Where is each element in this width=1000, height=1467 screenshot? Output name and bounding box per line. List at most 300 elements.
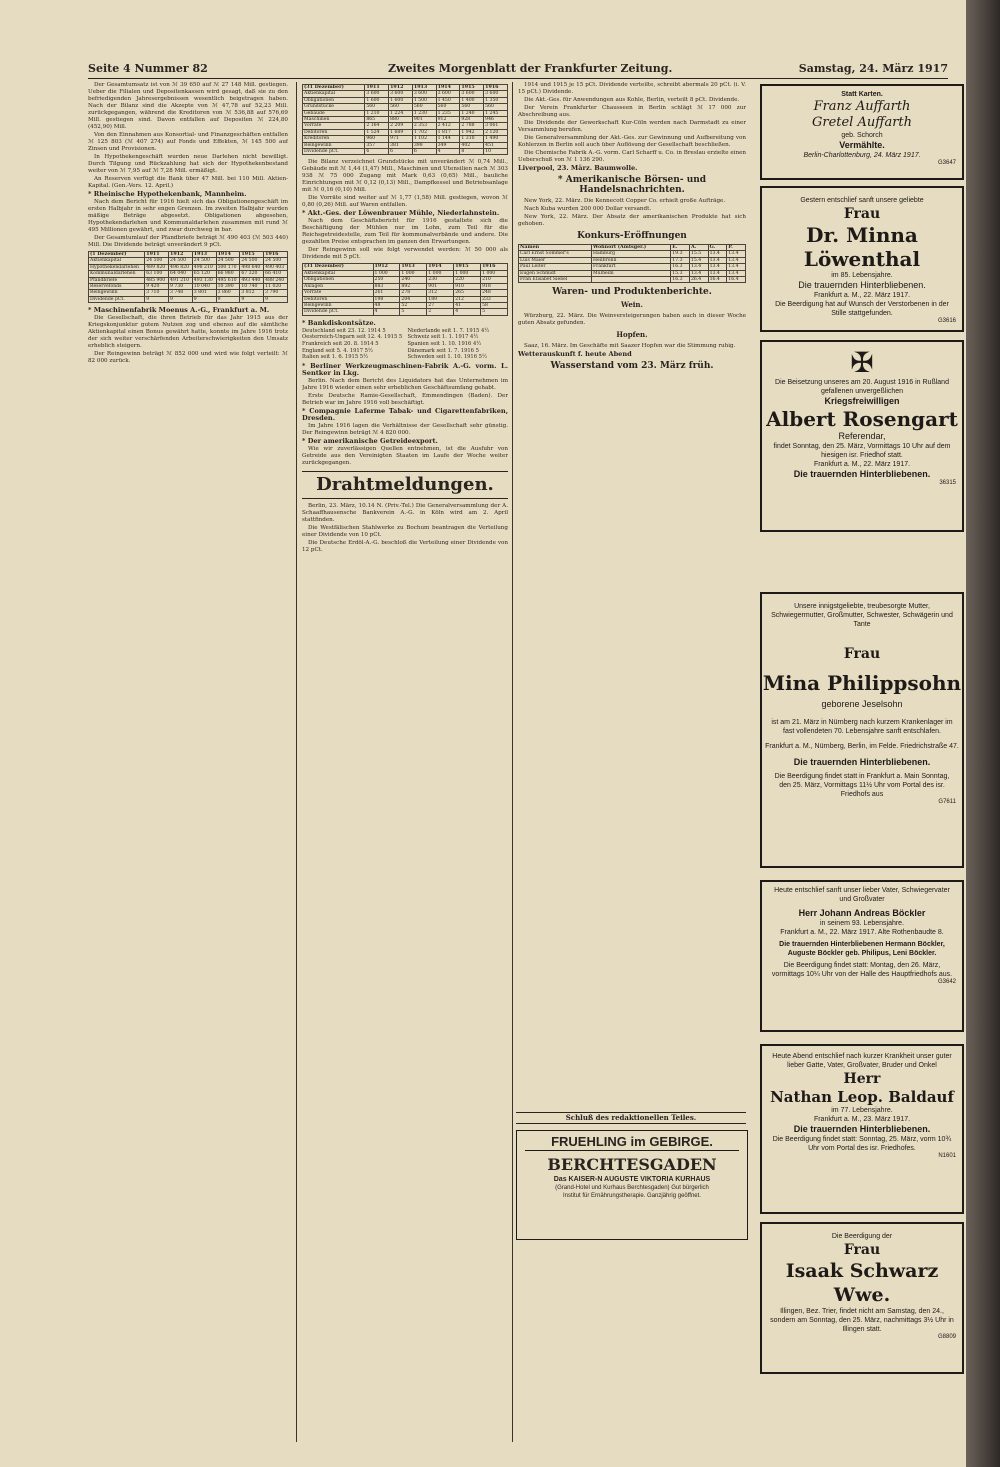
notice-mourners: Die trauernden Hinterbliebenen Hermann Böckler, Auguste Böckler geb. Philipus, Leni Böckler. xyxy=(779,941,945,957)
column-rule xyxy=(512,82,513,1442)
obituary-notice xyxy=(760,592,964,868)
table-cell: 9 xyxy=(169,296,193,302)
table-cell: Fran Elisabet Siebel xyxy=(519,277,592,283)
table-cell: 6 xyxy=(365,149,389,155)
col3-para: Die Generalversammlung der Akt.-Ges. zur Gewinnung und Aufbereitung von Kohlerzen in Berlin soll auch über Auflösung der Gesellschaft beschließen. xyxy=(518,135,746,148)
table-cell: Debitoren xyxy=(303,296,374,302)
table-cell: 198 xyxy=(373,296,400,302)
table-cell: 240 xyxy=(400,277,427,283)
col3-section-heading: Waren- und Produktenberichte. xyxy=(552,287,712,298)
table-cell: 13.4 xyxy=(708,270,727,276)
notice-title: Herr xyxy=(843,1071,881,1087)
col1-para: Die Gesellschaft, die ihren Betrieb für das Jahr 1915 aus der Kriegskonjunktur gutem Nutzen zog und ebenso auf die sämtliche Aktienkapital einen Bonus gewährt hatte, konnte im Jahre 1916 trotz der sich weiter verschärfenden Arbeiterschwierigkeiten den Umsatz erheblich steigern. xyxy=(88,315,288,350)
table-cell: 65 120 xyxy=(192,271,216,277)
table-cell: 10 xyxy=(484,149,508,155)
col3-section-heading: Konkurs-Eröffnungen xyxy=(577,231,687,241)
discount-rate-line: England seit 5. 4. 1917 5½ xyxy=(302,347,374,354)
notice-code: G3647 xyxy=(937,160,956,166)
notice-intro: Unsere innigstgeliebte, treubesorgte Mutter, Schwiegermutter, Großmutter, Schwester, Schwägerin und Tante xyxy=(771,603,953,628)
table-cell: 2 120 xyxy=(484,129,508,135)
table-header-cell: 1914 xyxy=(427,264,454,270)
table-cell: 2 412 xyxy=(436,123,460,129)
table-header-cell: 1915 xyxy=(240,252,264,258)
table-cell: 233 xyxy=(481,296,508,302)
col1-heading: * Maschinenfabrik Moenus A.-G., Frankfurt a. M. xyxy=(88,306,270,315)
table-cell: Mülheim xyxy=(591,270,670,276)
notice-code: G7611 xyxy=(938,799,956,805)
notice-name: Dr. Minna Löwenthal xyxy=(803,223,921,271)
table-cell: 212 xyxy=(454,296,481,302)
table-cell: 451 xyxy=(484,142,508,148)
notice-age: in seinem 93. Lebensjahre. xyxy=(819,920,905,927)
col3-heading: Liverpool, 23. März. Baumwolle. xyxy=(518,164,638,172)
col3-para: New York, 22. März. Die Kennecott Copper Co. erhielt große Aufträge. xyxy=(524,198,726,204)
col1-financial-table xyxy=(88,251,288,303)
table-cell: 3 600 xyxy=(389,91,413,97)
table-cell: 1 524 xyxy=(365,129,389,135)
table-cell: 52 xyxy=(400,302,427,308)
table-cell: 4 xyxy=(436,149,460,155)
table-cell: 490 403 xyxy=(264,264,288,270)
notice-code: G3642 xyxy=(937,979,956,985)
bankruptcy-table xyxy=(518,244,746,283)
table-cell: 11 020 xyxy=(264,284,288,290)
table-header-cell: G. xyxy=(708,245,727,251)
table-cell: 19.3 xyxy=(671,251,690,257)
table-cell: 10 390 xyxy=(216,284,240,290)
table-cell: 3 600 xyxy=(365,91,389,97)
table-cell: 204 xyxy=(400,296,427,302)
table-cell: 1 310 xyxy=(460,136,484,142)
table-header-cell: 1914 xyxy=(436,85,460,91)
notice-burial: Die Beerdigung findet statt: Sonntag, 25. März, vorm 10¾ Uhr vom Portal des isr. Friedhofes. xyxy=(772,1136,952,1152)
table-cell: 3 600 xyxy=(412,91,436,97)
col2-para: Erste Deutsche Ramie-Gesellschaft, Emmendingen (Baden). Der Betrieb war im Jahre 1916 voll beschäftigt. xyxy=(302,392,508,406)
table-cell: 220 xyxy=(454,277,481,283)
table-cell: 381 xyxy=(389,142,413,148)
table-row xyxy=(303,149,508,155)
notice-code: 36315 xyxy=(939,480,956,486)
table-cell: Debitoren xyxy=(303,129,365,135)
col1-para: Der Gesamtumlauf der Pfandbriefe beträgt ℳ 490 403 (ℳ 503 440) Mill. Die Dividende beträgt unverändert 9 pCt. xyxy=(88,235,288,248)
table-cell: 13.4 xyxy=(708,257,727,263)
table-cell: Dividende pCt. xyxy=(303,309,374,315)
table-cell: Hamburg xyxy=(591,251,670,257)
col3-para: 1914 und 1915 je 15 pCt. Dividende verteilte, schreibt abermals 20 pCt. (i. V. 15 pCt.) Dividende. xyxy=(518,82,746,95)
column-3 xyxy=(518,82,746,1082)
table-cell: 24 500 xyxy=(240,258,264,264)
table-cell: 928 xyxy=(460,117,484,123)
table-cell: 16.3 xyxy=(671,264,690,270)
col3-section-heading: Wasserstand vom 23. März früh. xyxy=(550,361,714,372)
table-cell: 8 xyxy=(460,149,484,155)
table-cell: 9 730 xyxy=(169,284,193,290)
table-header-cell: 1912 xyxy=(373,264,400,270)
notice-name: Mina Philippsohn xyxy=(762,671,962,695)
col1-para: Der Reingewinn beträgt ℳ 852 000 und wird wie folgt verteilt: ℳ 82 000 zurück. xyxy=(88,351,288,365)
table-cell: 912 xyxy=(436,117,460,123)
notice-intro: Gestern entschlief sanft unsere geliebte xyxy=(800,197,924,204)
table-cell: 3 860 xyxy=(216,290,240,296)
table-cell: 9 xyxy=(240,296,264,302)
table-cell: 3 600 xyxy=(436,91,460,97)
table-cell: 9 xyxy=(145,296,169,302)
discount-rate-line: Deutschland seit 23. 12. 1914 5 xyxy=(302,327,386,334)
table-cell: 498 640 xyxy=(240,264,264,270)
table-cell: 3 812 xyxy=(240,290,264,296)
wedding-notice xyxy=(760,84,964,180)
table-row xyxy=(89,264,288,270)
travel-ad-info: Institut für Ernährungstherapie. Ganzjährig geöffnet. xyxy=(563,1193,701,1199)
table-cell: 495 610 xyxy=(216,277,240,283)
table-header-cell: 1915 xyxy=(460,85,484,91)
table-cell: 4 xyxy=(454,309,481,315)
discount-rate-line: Italien seit 1. 6. 1915 5½ xyxy=(302,354,369,361)
page-number: Seite 4 Nummer 82 xyxy=(88,62,208,75)
table-cell: 493 440 xyxy=(240,277,264,283)
col3-para: Die Dividende der Gewerkschaft Kur-Cöln werden nach Darmstadt zu einer Versammlung berufen. xyxy=(518,120,746,133)
table-cell: 1 102 xyxy=(412,136,436,142)
table-cell: 312 xyxy=(427,290,454,296)
col2-para: Berlin. Nach dem Bericht des Liquidators hat das Unternehmen im Jahre 1916 wieder einen sehr erheblichen Geschäftsumfang gehabt. xyxy=(302,377,508,391)
table-header-cell: Wohnort (Amtsger.) xyxy=(591,245,670,251)
table-cell: 17.3 xyxy=(671,257,690,263)
table-row xyxy=(89,296,288,302)
table-header-cell: Namen xyxy=(519,245,592,251)
table-cell: Hypothekendarlehen xyxy=(89,264,145,270)
table-cell: 63 100 xyxy=(145,271,169,277)
table-cell: 491 210 xyxy=(169,277,193,283)
table-cell xyxy=(591,277,670,283)
table-header-cell: 1913 xyxy=(400,264,427,270)
col2-para: Die Deutsche Erdöl-A.-G. beschloß die Verteilung einer Dividende von 12 pCt. xyxy=(302,539,508,553)
col2-para: Die Westfälischen Stahlwerke zu Bochum beantragen die Verteilung einer Dividende von 10 pCt. xyxy=(302,524,508,538)
obituary-notice xyxy=(760,340,964,532)
table-cell: 901 xyxy=(412,117,436,123)
notice-mourners: Die trauernden Hinterbliebenen. xyxy=(793,757,931,767)
notice-place: Frankfurt a. M., Nürnberg, Berlin, im Felde. Friedrichstraße 47. xyxy=(765,743,959,750)
notice-note: Die Beerdigung hat auf Wunsch der Verstorbenen in der Stille stattgefunden. xyxy=(775,301,949,317)
col2-heading: * Bankdiskontsätze. xyxy=(302,318,376,327)
col1-para: In Hypothekengeschäft wurden neue Darlehen nicht bewilligt. Durch Tilgung und Rückzahlung hat sich der Hypothekenbestand weiter von ℳ 7,95 auf ℳ 7,28 Mill. ermäßigt. xyxy=(88,154,288,174)
table-header-cell: A. xyxy=(689,245,708,251)
notice-date: Frankfurt a. M., 22. März 1917. xyxy=(813,292,911,299)
table-cell: Kreditoren xyxy=(303,136,365,142)
table-cell: 189 xyxy=(427,296,454,302)
col1-para: Nach dem Bericht für 1916 hielt sich das Obligationengeschäft im ersten Halbjahr in sehr engen Grenzen. Im zweiten Halbjahr wurden mäßige Beträge abgesetzt. Obligationen abgesehen, Hypothekendarlehen und Kommunaldarlehen zusammen mit rund ℳ 495 Millionen gewährt, und zwar durchweg in bar. xyxy=(88,199,288,233)
table-cell: 13.4 xyxy=(689,270,708,276)
notice-intro: Heute Abend entschlief nach kurzer Krankheit unser guter lieber Gatte, Vater, Großvater, Bruder und Onkel xyxy=(772,1053,952,1069)
newspaper-title: Zweites Morgenblatt der Frankfurter Zeitung. xyxy=(388,62,673,75)
notice-place: Illingen, Bez. Trier, findet nicht am Samstag, den 24., sondern am Sonntag, den 25. März, nachmittags 3½ Uhr in Illingen statt. xyxy=(770,1308,954,1333)
table-cell: 892 xyxy=(400,283,427,289)
table-cell: 1 000 xyxy=(427,270,454,276)
table-cell: Reingewinn xyxy=(89,290,145,296)
notice-age: im 77. Lebensjahre. xyxy=(831,1107,893,1114)
table-cell: 3 790 xyxy=(264,290,288,296)
notice-note: findet Sonntag, den 25. März, Vormittags 10 Uhr auf dem hiesigen isr. Friedhof statt. xyxy=(773,443,951,459)
notice-date: Frankfurt a. M., 23. März 1917. xyxy=(813,1116,911,1123)
notice-intro: Die Beisetzung unseres am 20. August 1916 in Rußland gefallenen unvergeßlichen xyxy=(775,379,949,395)
table-cell: 918 xyxy=(481,283,508,289)
discount-rate-line: Schweiz seit 1. 1. 1917 4½ xyxy=(407,334,479,341)
table-cell: Aktienkapital xyxy=(89,258,145,264)
notice-top: Statt Karten. xyxy=(841,91,883,98)
notice-code: G8809 xyxy=(937,1334,956,1340)
table-cell: Heilbronn xyxy=(591,257,670,263)
table-cell: 2 788 xyxy=(460,123,484,129)
table-cell: 560 xyxy=(365,104,389,110)
col2-para: Die Bilanz verzeichnet Grundstücke mit unverändert ℳ 0,74 Mill., Gebäude mit ℳ 1,44 (1,47) Mill., Maschinen und Utensilien nach ℳ 303 938 ℳ 75 000 Zugang mit Mark 0,63 (0,65) Mill., bauliche Einrichtungen mit ℳ 0,12 (0,13) Mill., Dampfkessel und Betriebsanlage mit ℳ 0,16 (0,10) Mill. xyxy=(302,159,508,194)
table-cell: Grundstücke xyxy=(303,104,365,110)
table-cell: Aktienkapital xyxy=(303,270,374,276)
notice-title: Frau xyxy=(843,646,881,662)
page-edge xyxy=(966,0,1000,1467)
table-header-cell: 1911 xyxy=(365,85,389,91)
table-header-cell: 1915 xyxy=(454,264,481,270)
table-cell: 1 490 xyxy=(484,136,508,142)
table-cell: 2 164 xyxy=(365,123,389,129)
table-cell: 13.4 xyxy=(727,264,746,270)
notice-note: ist am 21. März in Nürnberg nach kurzem Krankenlager im fast vollendeten 70. Lebensjahre sanft entschlafen. xyxy=(771,719,953,735)
table-cell: 1 702 xyxy=(412,129,436,135)
table-cell: 402 xyxy=(460,142,484,148)
table-cell: 24 500 xyxy=(216,258,240,264)
col3-para: Nach Kuba wurden 200 000 Dollar versandt. xyxy=(524,206,652,212)
table-cell: 1 450 xyxy=(436,97,460,103)
table-cell: 278 xyxy=(400,290,427,296)
table-header-cell: 1916 xyxy=(481,264,508,270)
notice-role: Kriegsfreiwilligen xyxy=(824,396,900,406)
table-cell: Dividende pCt. xyxy=(89,296,145,302)
table-header-cell: 1914 xyxy=(216,252,240,258)
table-cell: 1 817 xyxy=(436,129,460,135)
table-cell: 1 600 xyxy=(365,97,389,103)
table-cell: 210 xyxy=(481,277,508,283)
table-cell: 16.4 xyxy=(708,277,727,283)
table-header-cell: 1911 xyxy=(145,252,169,258)
column-1 xyxy=(88,82,288,1447)
table-cell: 16.4 xyxy=(727,277,746,283)
col3-subheading: Wein. xyxy=(621,300,643,310)
table-header-cell: 1913 xyxy=(412,85,436,91)
table-cell: Vorräte xyxy=(303,290,374,296)
table-cell: 1 144 xyxy=(436,136,460,142)
table-cell: 901 xyxy=(427,283,454,289)
col2-financial-table-2 xyxy=(302,263,508,315)
table-cell: 1 500 xyxy=(412,97,436,103)
table-cell: 880 xyxy=(389,117,413,123)
table-cell: 1 942 xyxy=(460,129,484,135)
col2-para: Die Vorräte sind weiter auf ℳ 1,77 (1,58) Mill. gestiegen, wovon ℳ 0,80 (0,26) Mill. auf Waren entfallen. xyxy=(302,195,508,209)
table-cell: 485 900 xyxy=(145,277,169,283)
table-header-cell: (1 Dezember) xyxy=(89,252,145,258)
table-cell: 9 xyxy=(264,296,288,302)
table-header-cell: E. xyxy=(671,245,690,251)
col2-para: Der Reingewinn soll wie folgt verwendet werden: ℳ 50 000 als Dividende mit 5 pCt. xyxy=(302,247,508,261)
table-cell: 3 600 xyxy=(484,91,508,97)
table-cell: 1 350 xyxy=(484,97,508,103)
table-cell: 3 061 xyxy=(484,123,508,129)
notice-burial: Die Beerdigung findet statt in Frankfurt a. Main Sonntag, den 25. März, Vormittags 11½ Uhr vom Portal des isr. Friedhofs aus xyxy=(774,773,950,798)
notice-name: Franz Auffarth xyxy=(813,99,911,114)
table-cell: 498 210 xyxy=(192,264,216,270)
notice-name: Albert Rosengart xyxy=(766,407,958,431)
discount-rate-line: Frankreich seit 20. 8. 1914 5 xyxy=(302,340,379,347)
notice-mourners: Die trauernden Hinterbliebenen. xyxy=(798,280,926,290)
table-cell: 26.4 xyxy=(689,277,708,283)
table-cell: 15.5 xyxy=(689,251,708,257)
col3-para: Saaz, 16. März. Im Geschäfte mit Saazer Hopfen war die Stimmung ruhig. xyxy=(524,343,736,350)
table-cell: Vorräte xyxy=(303,123,365,129)
table-cell: 41 xyxy=(454,302,481,308)
table-cell: 67 320 xyxy=(240,271,264,277)
table-cell: 1 000 xyxy=(481,270,508,276)
table-cell: 5 xyxy=(400,309,427,315)
table-cell: 10 740 xyxy=(240,284,264,290)
table-cell: 9 420 xyxy=(145,284,169,290)
table-cell: Reingewinn xyxy=(303,142,365,148)
notice-place: Frankfurt a. M., 22. März 1917. Alte Rothenbaudte 8. xyxy=(780,929,944,936)
table-cell: 1 210 xyxy=(365,110,389,116)
notice-code: N1601 xyxy=(938,1153,956,1159)
table-cell: 66 980 xyxy=(216,271,240,277)
table-cell: Kommunaldarlehen xyxy=(89,271,145,277)
table-cell: 1 689 xyxy=(389,129,413,135)
table-cell: 230 xyxy=(427,277,454,283)
table-cell: Anlagen xyxy=(303,283,374,289)
iron-cross-icon: ✠ xyxy=(850,347,874,378)
notice-date: Frankfurt a. M., 22. März 1917. xyxy=(813,461,911,468)
discount-rate-line: Oesterreich-Ungarn seit 12. 4. 1915 5 xyxy=(302,334,403,341)
notice-age: im 85. Lebensjahre. xyxy=(831,272,893,279)
table-cell: 4 xyxy=(373,309,400,315)
editorial-end: Schluß des redaktionellen Teiles. xyxy=(516,1112,746,1124)
table-cell: Aktienkapital xyxy=(303,91,365,97)
table-cell: 58 xyxy=(481,302,508,308)
notice-name: Gretel Auffarth xyxy=(811,115,913,130)
table-cell: 1 000 xyxy=(454,270,481,276)
table-cell: 946 xyxy=(484,117,508,123)
table-cell: 560 xyxy=(436,104,460,110)
table-cell: 560 xyxy=(412,104,436,110)
table-cell: 66 410 xyxy=(264,271,288,277)
notice-intro: Heute entschlief sanft unser lieber Vater, Schwiegervater und Großvater xyxy=(774,887,950,903)
table-cell: 2 209 xyxy=(389,123,413,129)
discount-rate-line: Niederlande seit 1. 7. 1915 4½ xyxy=(407,327,490,334)
table-cell: 2 xyxy=(427,309,454,315)
table-cell: 971 xyxy=(389,136,413,142)
col1-heading: * Rheinische Hypothekenbank, Mannheim. xyxy=(88,190,247,198)
column-rule xyxy=(296,82,297,1442)
table-cell: 5 xyxy=(481,309,508,315)
notice-code: G3616 xyxy=(937,318,956,324)
table-cell: 2 353 xyxy=(412,123,436,129)
table-cell: 6 xyxy=(412,149,436,155)
table-header-cell: (31 Dezember) xyxy=(303,264,374,270)
travel-ad-info: (Grand-Hotel und Kurhaus Berchtesgaden) Gut bürgerlich xyxy=(555,1185,709,1191)
obituary-notice xyxy=(760,1044,964,1214)
table-cell: 265 xyxy=(454,290,481,296)
table-cell: 48 xyxy=(373,302,400,308)
table-cell: Reservefonds xyxy=(89,284,145,290)
table-cell: 9 xyxy=(216,296,240,302)
table-cell: 560 xyxy=(484,104,508,110)
obituary-notice xyxy=(760,1222,964,1374)
table-cell: 6 xyxy=(389,149,413,155)
notice-title: Frau xyxy=(843,206,881,222)
table-cell: 13.4 xyxy=(727,257,746,263)
table-header-cell: P. xyxy=(727,245,746,251)
discount-rate-line: Spanien seit 1. 10. 1916 4½ xyxy=(407,340,482,347)
table-cell: 13.4 xyxy=(727,251,746,257)
table-cell: 1 235 xyxy=(436,110,460,116)
notice-mourners: Die trauernden Hinterbliebenen. xyxy=(793,469,931,479)
col2-heading: * Akt.-Ges. der Löwenbrauer Mühle, Niederlahnstein. xyxy=(302,209,500,218)
table-cell: Reingewinn xyxy=(303,302,374,308)
table-cell: 3 801 xyxy=(192,290,216,296)
travel-ad-title: FRUEHLING im GEBIRGE. xyxy=(525,1133,739,1151)
table-header-cell: 1916 xyxy=(484,85,508,91)
notice-burial: Die Beerdigung findet statt: Montag, den 26. März, vormittags 10¼ Uhr von der Halle des Hauptfriedhofs aus. xyxy=(771,962,953,978)
notice-mourners: Die trauernden Hinterbliebenen. xyxy=(793,1124,931,1134)
table-cell: 357 xyxy=(365,142,389,148)
table-cell: 496 820 xyxy=(169,264,193,270)
table-cell: 13.4 xyxy=(689,264,708,270)
col3-para: Würzburg, 22. März. Die Weinversteigerungen haben auch in dieser Woche guten Absatz gefunden. xyxy=(518,313,746,327)
notice-name: Nathan Leop. Baldauf xyxy=(770,1088,954,1106)
col3-para: Die Chemische Fabrik A.-G. vorm. Carl Scharff u. Co. in Breslau erzielte einen Ueberschuß von ℳ 1 136 290. xyxy=(518,150,746,163)
table-header-cell: 1912 xyxy=(389,85,413,91)
notice-name: Herr Johann Andreas Böckler xyxy=(798,908,926,918)
table-cell: 910 xyxy=(454,283,481,289)
table-header-cell: 1912 xyxy=(169,252,193,258)
table-cell: 3 748 xyxy=(169,290,193,296)
col3-heading: Wetterauskunft f. heute Abend xyxy=(518,350,632,359)
notice-place: Berlin-Charlottenburg, 24. März 1917. xyxy=(803,152,921,159)
table-cell: 1 600 xyxy=(389,97,413,103)
col3-para: New York, 22. März. Der Absatz der amerikanischen Produkte hat sich gehoben. xyxy=(518,214,746,227)
table-cell: 1 245 xyxy=(484,110,508,116)
table-cell: Gebäude xyxy=(303,110,365,116)
notice-intro: Die Beerdigung der xyxy=(831,1233,893,1240)
notice-status: Vermählte. xyxy=(839,140,885,150)
table-cell: 1 240 xyxy=(460,110,484,116)
table-cell: 24 500 xyxy=(169,258,193,264)
table-cell: 560 xyxy=(460,104,484,110)
table-cell: 3 710 xyxy=(145,290,169,296)
col3-para: Die Akt.-Ges. für Anwendungen aus Kohle, Berlin, verteilt 8 pCt. Dividende. xyxy=(524,97,740,103)
table-cell: Carl Ernst Sommer's xyxy=(519,251,592,257)
table-cell: 13.4 xyxy=(727,270,746,276)
column-2 xyxy=(302,82,508,1447)
table-cell: 560 xyxy=(389,104,413,110)
travel-ad-hotel: Das KAISER-N AUGUSTE VIKTORIA KURHAUS xyxy=(553,1176,711,1183)
obituary-notice xyxy=(760,880,964,1032)
col3-section-heading: * Amerikanische Börsen- und Handelsnachrichten. xyxy=(557,175,707,195)
table-cell: 15.4 xyxy=(689,257,708,263)
table-cell: 16.3 xyxy=(671,277,690,283)
table-cell: 883 xyxy=(373,283,400,289)
table-cell: Paul Leiter xyxy=(519,264,592,270)
col2-para: Berlin, 23. März, 10.14 N. (Priv.-Tel.) Die Generalversammlung der A. Schaaffhausensche Bankverein A.-G. in Köln wird am 2. April stattfinden. xyxy=(302,502,508,523)
table-cell: 24 500 xyxy=(145,258,169,264)
col2-para: Wie wir zuverlässigen Quellen entnehmen, ist die Ausfuhr von Getreide aus den Vereinigten Staaten im Laufe der Woche weiter zurückgegangen. xyxy=(302,445,508,466)
table-cell: 960 xyxy=(365,136,389,142)
table-cell: 27 xyxy=(427,302,454,308)
col2-financial-table xyxy=(302,84,508,155)
col3-subheading: Hopfen. xyxy=(616,330,648,340)
